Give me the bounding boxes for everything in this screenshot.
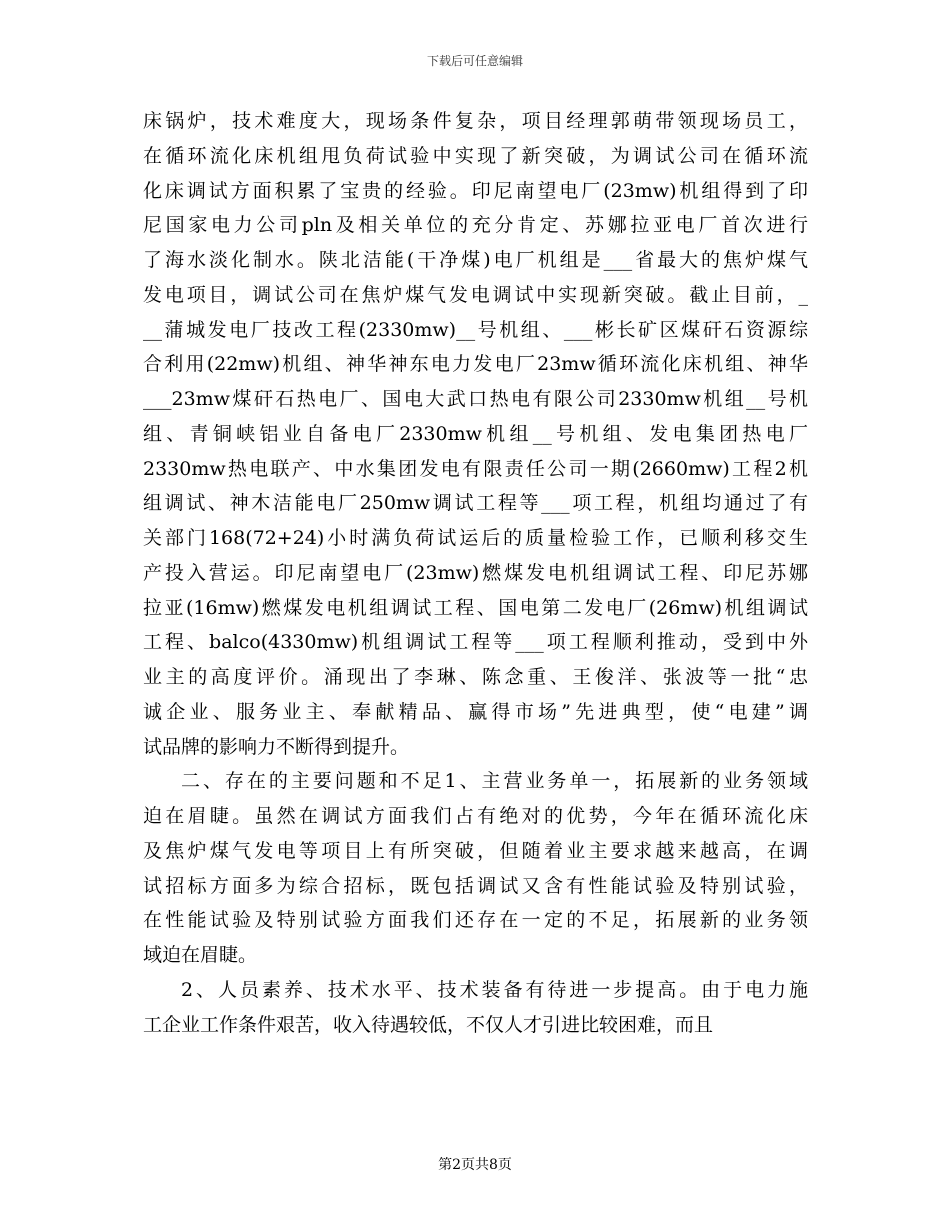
text-line: 产投入营运。印尼南望电厂(23mw)燃煤发电机组调试工程、印尼苏娜 [143,561,808,584]
paragraph [143,764,808,973]
text-line: 组调试、神木洁能电厂250mw调试工程等___项工程，机组均通过了有 [143,492,808,515]
text-line: 拉亚(16mw)燃煤发电机组调试工程、国电第二发电厂(26mw)机组调试 [143,596,808,619]
text-line: 在循环流化床机组甩负荷试验中实现了新突破，为调试公司在循环流 [143,144,808,167]
text-line: 迫在眉睫。虽然在调试方面我们占有绝对的优势，今年在循环流化床 [143,805,808,827]
text-line: 试品牌的影响力不断得到提升。 [143,735,410,758]
text-line: ___23mw煤矸石热电厂、国电大武口热电有限公司2330mw机组__号机 [143,388,808,410]
text-line: 组、青铜峡铝业自备电厂2330mw机组__号机组、发电集团热电厂 [143,422,808,445]
text-line: 2、人员素养、技术水平、技术装备有待进一步提高。由于电力施 [181,978,808,1001]
text-line: 工程、balco(4330mw)机组调试工程等___项工程顺利推动，受到中外 [143,631,808,654]
text-line: 业主的高度评价。涌现出了李琳、陈念重、王俊洋、张波等一批“忠 [143,666,808,688]
text-line: 试招标方面多为综合招标，既包括调试又含有性能试验及特别试验， [143,874,808,897]
text-line: 在性能试验及特别试验方面我们还存在一定的不足，拓展新的业务领 [143,909,808,932]
text-line: 了海水淡化制水。陕北洁能(干净煤)电厂机组是___省最大的焦炉煤气 [143,249,808,271]
page-header: 下载后可任意编辑 [426,54,523,68]
text-line: 尼国家电力公司pln及相关单位的充分肯定、苏娜拉亚电厂首次进行 [143,214,808,237]
text-line: 二、存在的主要问题和不足1、主营业务单一，拓展新的业务领域 [181,770,808,793]
text-line: __蒲城发电厂技改工程(2330mw)__号机组、___彬长矿区煤矸石资源综 [143,318,808,341]
page-footer: 第2页共8页 [438,1157,512,1173]
document-body [143,104,808,1042]
paragraph [143,973,808,1043]
text-line: 化床调试方面积累了宝贵的经验。印尼南望电厂(23mw)机组得到了印 [143,179,808,202]
text-line: 2330mw热电联产、中水集团发电有限责任公司一期(2660mw)工程2机 [143,457,808,480]
text-line: 及焦炉煤气发电等项目上有所突破，但随着业主要求越来越高，在调 [143,839,808,862]
text-line: 发电项目，调试公司在焦炉煤气发电调试中实现新突破。截止目前，_ [143,283,808,306]
text-line: 关部门168(72+24)小时满负荷试运后的质量检验工作，已顺利移交生 [143,527,808,549]
text-line: 床锅炉，技术难度大，现场条件复杂，项目经理郭萌带领现场员工， [143,110,808,132]
text-line: 合利用(22mw)机组、神华神东电力发电厂23mw循环流化床机组、神华 [143,353,808,376]
paragraph [143,104,808,764]
text-line: 工企业工作条件艰苦，收入待遇较低，不仅人才引进比较困难，而且 [143,1013,714,1036]
text-line: 诚企业、服务业主、奉献精品、赢得市场”先进典型，使“电建”调 [143,700,808,723]
text-line: 域迫在眉睫。 [143,944,258,966]
